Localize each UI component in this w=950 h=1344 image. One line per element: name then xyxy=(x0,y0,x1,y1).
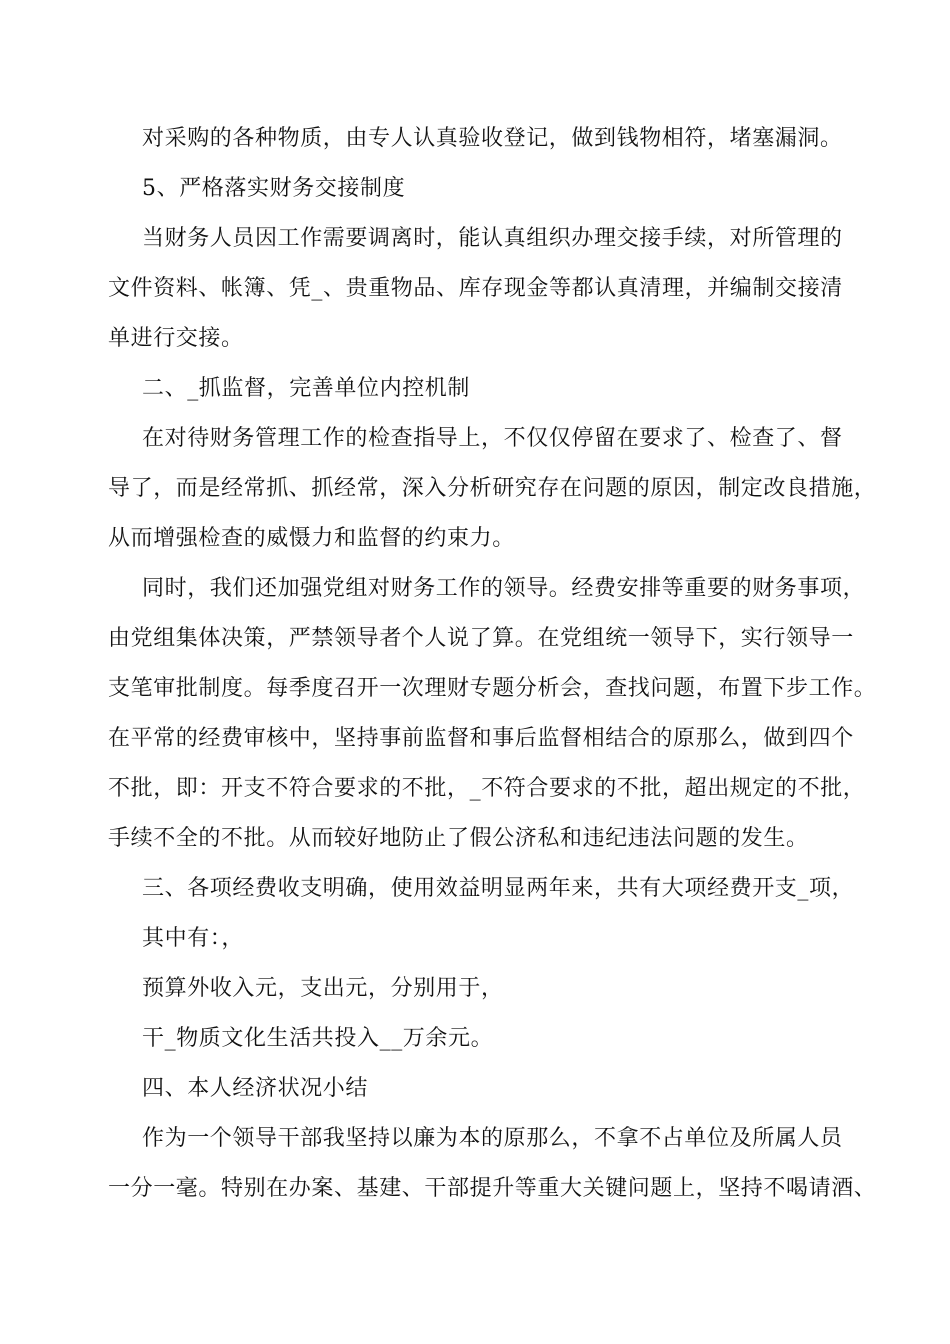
paragraph-line: 作为一个领导干部我坚持以廉为本的原那么，不拿不占单位及所属人员 xyxy=(142,1126,843,1151)
paragraph-line: 一分一毫。特别在办案、基建、干部提升等重大关键问题上，坚持不喝请酒、 xyxy=(108,1176,877,1201)
paragraph-line: 由党组集体决策，严禁领导者个人说了算。在党组统一领导下，实行领导一 xyxy=(108,626,854,651)
paragraph-line: 不批，即：开支不符合要求的不批，_不符合要求的不批，超出规定的不批， xyxy=(108,776,866,801)
paragraph-line: 其中有：， xyxy=(142,926,245,951)
paragraph-line: 支笔审批制度。每季度召开一次理财专题分析会，查找问题，布置下步工作。 xyxy=(108,676,877,701)
section-heading: 二、_抓监督，完善单位内控机制 xyxy=(142,376,471,401)
paragraph-line: 手续不全的不批。从而较好地防止了假公济私和违纪违法问题的发生。 xyxy=(108,826,809,851)
section-heading: 5、严格落实财务交接制度 xyxy=(142,176,406,201)
paragraph-line: 在平常的经费审核中，坚持事前监督和事后监督相结合的原那么，做到四个 xyxy=(108,726,854,751)
paragraph-line: 单进行交接。 xyxy=(108,326,244,351)
section-heading: 四、本人经济状况小结 xyxy=(142,1076,369,1101)
paragraph-line: 对采购的各种物质，由专人认真验收登记，做到钱物相符，堵塞漏洞。 xyxy=(142,126,843,151)
paragraph-line: 文件资料、帐簿、凭_、贵重物品、库存现金等都认真清理，并编制交接清 xyxy=(108,276,843,301)
paragraph-line: 预算外收入元，支出元，分别用于， xyxy=(142,976,504,1001)
paragraph-line: 当财务人员因工作需要调离时，能认真组织办理交接手续，对所管理的 xyxy=(142,226,843,251)
paragraph-line: 导了，而是经常抓、抓经常，深入分析研究存在问题的原因，制定改良措施， xyxy=(108,476,877,501)
paragraph-line: 干_物质文化生活共投入__万余元。 xyxy=(142,1026,494,1051)
paragraph-line: 在对待财务管理工作的检查指导上，不仅仅停留在要求了、检查了、督 xyxy=(142,426,843,451)
section-heading: 三、各项经费收支明确，使用效益明显两年来，共有大项经费开支_项， xyxy=(142,876,855,901)
paragraph-line: 从而增强检查的威慑力和监督的约束力。 xyxy=(108,526,515,551)
paragraph-line: 同时，我们还加强党组对财务工作的领导。经费安排等重要的财务事项， xyxy=(142,576,866,601)
